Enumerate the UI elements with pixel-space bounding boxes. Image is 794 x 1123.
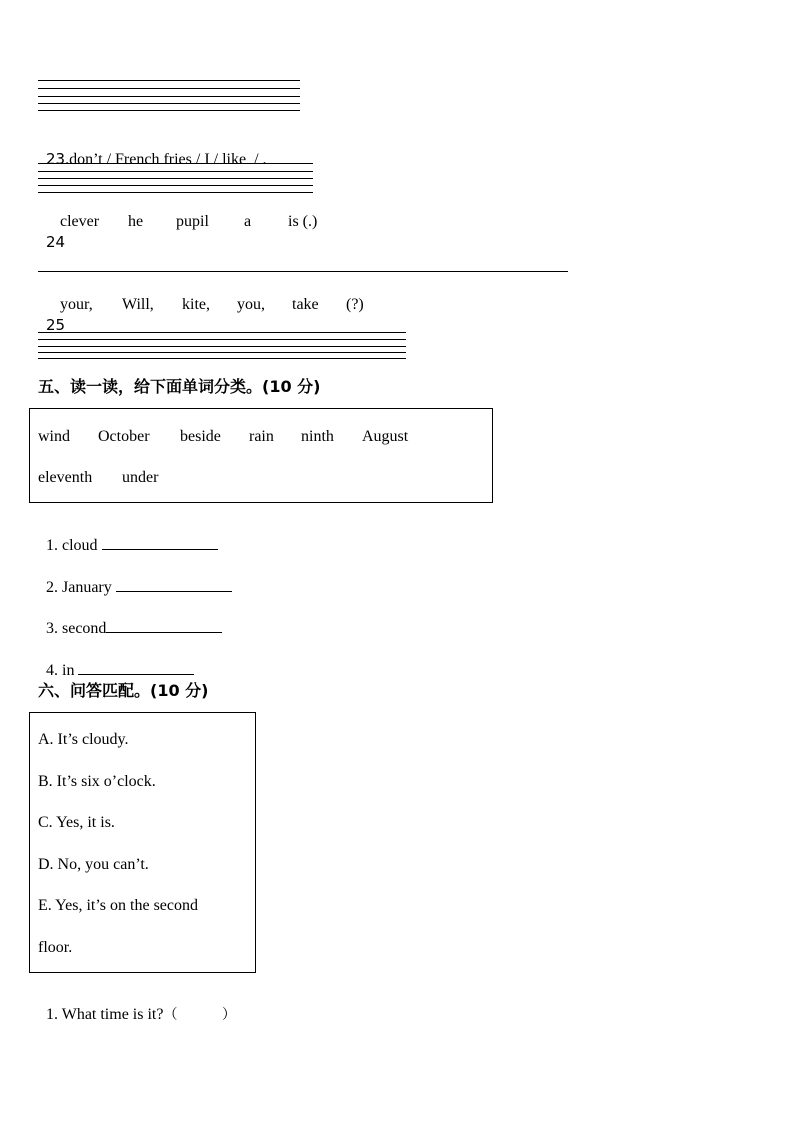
item-text: 3. second (46, 620, 107, 637)
word-bank-word: beside (180, 428, 221, 445)
writing-line (38, 110, 300, 111)
classify-item (38, 515, 218, 556)
answer-option: D. No, you can’t. (38, 856, 149, 873)
word-bank-word: August (362, 428, 409, 445)
writing-line (38, 163, 313, 164)
question-number: 23 (46, 150, 66, 168)
answer-option: floor. (38, 939, 73, 956)
match-question (38, 985, 236, 1025)
word-bank-word: under (122, 469, 159, 486)
match-question-text: 1. What time is it? (46, 1006, 164, 1023)
section-6-title: 六、问答匹配。(10 分) (38, 681, 209, 700)
word-bank-word: wind (38, 428, 70, 445)
writing-line (38, 103, 300, 104)
word: clever (60, 213, 100, 230)
answer-option: E. Yes, it’s on the second (38, 897, 198, 914)
answer-option: A. It’s cloudy. (38, 731, 129, 748)
writing-line (38, 271, 568, 272)
word: Will, (122, 296, 154, 313)
answer-option: C. Yes, it is. (38, 814, 115, 831)
classify-item (38, 598, 222, 639)
writing-line (38, 339, 406, 340)
word: a (244, 213, 252, 230)
writing-line (38, 358, 406, 359)
writing-line (38, 178, 313, 179)
answer-blank[interactable] (78, 660, 194, 675)
word: take (292, 296, 319, 313)
item-text: 4. in (46, 662, 75, 679)
writing-line (38, 192, 313, 193)
answer-blank[interactable] (106, 618, 222, 633)
item-text: 1. cloud (46, 537, 98, 554)
writing-line (38, 80, 300, 81)
word: is (.) (288, 213, 318, 230)
answer-option: B. It’s six o’clock. (38, 773, 156, 790)
answer-blank[interactable] (116, 577, 232, 592)
word: pupil (176, 213, 209, 230)
answer-options-box (29, 712, 256, 973)
word: (?) (346, 296, 364, 313)
writing-line (38, 332, 406, 333)
writing-line (38, 352, 406, 353)
word-bank-box (29, 408, 493, 503)
writing-line (38, 171, 313, 172)
classify-item (38, 557, 232, 598)
question-number: 24 (46, 233, 66, 251)
writing-line (38, 185, 313, 186)
question-text: .don’t / French fries / I / like / . (65, 151, 267, 168)
word: your, (60, 296, 93, 313)
writing-line (38, 96, 300, 97)
writing-line (38, 346, 406, 347)
writing-line (38, 88, 300, 89)
word: you, (237, 296, 265, 313)
answer-blank[interactable] (102, 535, 218, 550)
word-bank-word: rain (249, 428, 274, 445)
question-number: 25 (46, 316, 66, 334)
section-5-title: 五、读一读，给下面单词分类。(10 分) (38, 377, 321, 396)
word: kite, (182, 296, 210, 313)
word-bank-word: eleventh (38, 469, 93, 486)
word-bank-word: ninth (301, 428, 334, 445)
classify-item (38, 640, 194, 681)
item-text: 2. January (46, 579, 112, 596)
word: he (128, 213, 144, 230)
word-bank-word: October (98, 428, 150, 445)
answer-parenthesis[interactable]: （ ） (163, 1007, 236, 1023)
